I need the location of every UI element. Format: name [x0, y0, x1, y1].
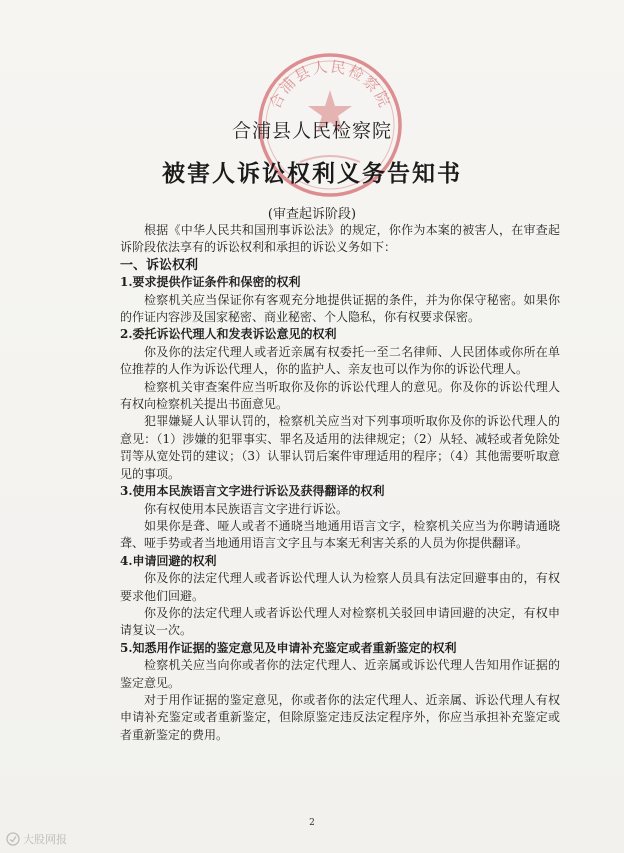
section-heading-rights: 一、诉讼权利 — [120, 257, 199, 273]
subsection-heading-1: 1.要求提供作证条件和保密的权利 — [120, 275, 301, 290]
subsection-heading-2: 2.委托诉讼代理人和发表诉讼意见的权利 — [120, 327, 337, 342]
page-number: 2 — [309, 818, 315, 828]
subsection-heading-3: 3.使用本民族语言文字进行诉讼及获得翻译的权利 — [120, 484, 385, 499]
intro-paragraph: 根据《中华人民共和国刑事诉讼法》的规定，你作为本案的被害人，在审查起诉阶段依法享有的诉讼权利和承担的诉讼义务如下： — [120, 223, 560, 255]
subsection-heading-4: 4.申请回避的权利 — [120, 553, 217, 568]
document-stage-subtitle: (审查起诉阶段) — [267, 207, 357, 222]
paragraph: 对于用作证据的鉴定意见，你或者你的法定代理人、近亲属、诉讼代理人有权申请补充鉴定或者重新鉴定，但除原鉴定违反法定程序外，你应当承担补充鉴定或者重新鉴定的费用。 — [120, 692, 560, 742]
paragraph: 你有权使用本民族语言文字进行诉讼。 — [144, 501, 349, 516]
subsection-heading-5: 5.知悉用作证据的鉴定意见及申请补充鉴定或者重新鉴定的权利 — [120, 640, 457, 655]
paragraph: 检察机关审查案件应当听取你及你的诉讼代理人的意见。你及你的诉讼代理人有权向检察机关提出书面意见。 — [120, 379, 560, 412]
paragraph: 犯罪嫌疑人认罪认罚的，检察机关应当对下列事项听取你及你的诉讼代理人的意见：（1）涉嫌的犯罪事实、罪名及适用的法律规定；（2）从轻、减轻或者免除处罚等从宽处罚的建议；（3）认罪认罚后案件审理适用的程序；（4）其他需要听取意见的事项。 — [120, 414, 560, 481]
paragraph: 检察机关应当向你或者你的法定代理人、近亲属或诉讼代理人告知用作证据的鉴定意见。 — [120, 658, 560, 690]
paragraph: 你及你的法定代理人或者诉讼代理人认为检察人员具有法定回避事由的，有权要求他们回避。 — [120, 571, 560, 603]
issuing-organization: 合浦县人民检察院 — [231, 120, 392, 142]
paragraph: 检察机关应当保证你有客观充分地提供证据的条件，并为你保守秘密。如果你的作证内容涉及国家秘密、商业秘密、个人隐私，你有权要求保密。 — [120, 292, 560, 325]
watermark-text: 大股网报 — [23, 833, 67, 846]
watermark-logo-icon — [6, 832, 20, 846]
document-title: 被害人诉讼权利义务告知书 — [162, 161, 462, 187]
paragraph: 你及你的法定代理人或者诉讼代理人对检察机关驳回申请回避的决定，有权申请复议一次。 — [120, 605, 560, 638]
watermark — [6, 831, 67, 847]
svg-text:合浦县人民检察院: 合浦县人民检察院 — [265, 57, 395, 112]
paragraph: 你及你的法定代理人或者近亲属有权委托一至二名律师、人民团体或你所在单位推荐的人作为诉讼代理人，你的监护人、亲友也可以作为你的诉讼代理人。 — [120, 344, 560, 377]
document-body — [120, 222, 560, 744]
paragraph: 如果你是聋、哑人或者不通晓当地通用语言文字，检察机关应当为你聘请通晓聋、哑手势或者当地通用语言文字且与本案无利害关系的人员为你提供翻译。 — [120, 518, 560, 551]
